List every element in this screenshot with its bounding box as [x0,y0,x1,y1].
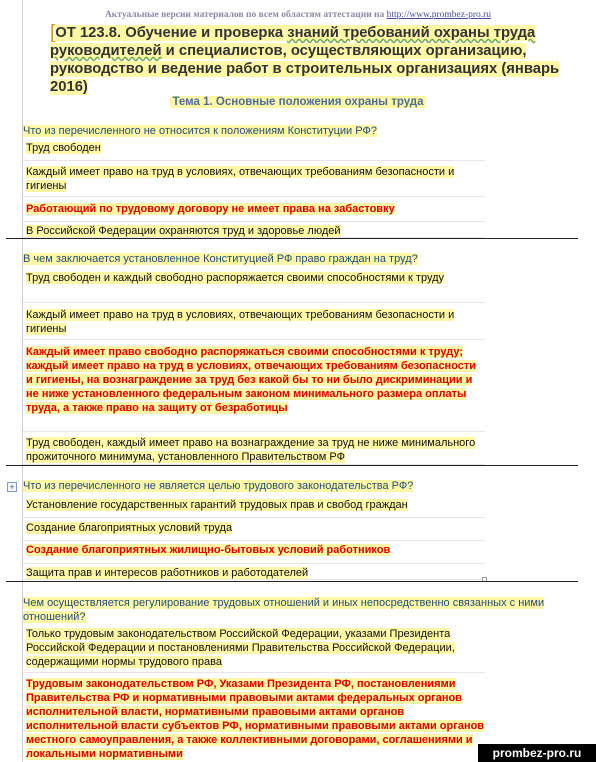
answer-text: Труд свободен, каждый имеет право на вознаграждение за труд не ниже минимального прожиточного минимума, установленного Правительством РФ [26,437,476,463]
answer-3-1[interactable] [23,496,485,518]
answer-text: Создание благоприятных условий труда [26,522,233,534]
answer-text: В Российской Федерации охраняются труд и здоровье людей [26,225,341,237]
question-3-text: Что из перечисленного не является целью трудового законодательства РФ? [23,480,414,492]
answer-3-3-correct[interactable] [23,543,485,564]
answer-1-4[interactable] [23,224,485,238]
topic-heading-text: Тема 1. Основные положения охраны труда [172,96,424,108]
question-4 [23,596,568,624]
title-part-2: знаний требований охраны труда руководителей [50,25,536,59]
answer-2-2[interactable] [23,306,485,340]
answer-text: Труд свободен и каждый свободно распоряжается своими способностями к труду [26,272,445,284]
answer-4-2-correct[interactable] [23,677,485,762]
site-watermark: prombez-pro.ru [478,744,596,762]
bookmark-bracket-icon: [ [50,22,56,43]
answer-2-4[interactable] [23,435,485,465]
header-note-text: Актуальные версии материалов по всем областям аттестации на [104,10,385,20]
header-note-link[interactable]: http://www.prombez-pro.ru [386,10,492,20]
answer-4-1[interactable] [23,627,485,673]
topic-heading [0,96,596,108]
answer-text: Защита прав и интересов работников и работодателей [26,567,309,579]
table-move-handle-icon[interactable]: + [7,482,17,492]
answer-1-2[interactable] [23,163,485,197]
answer-1-3-correct[interactable] [23,202,485,222]
answer-text: Трудовым законодательством РФ, Указами Президента РФ, постановлениями Правительства РФ и нормативными правовыми актами федеральных органов исполнительной власти, нормативными правовыми актами органов исполнительной власти субъектов РФ, нормативными правовыми актами органов местного самоуправления, а также коллективными договорами, соглашениями и локальными нормативными [26,678,485,760]
question-separator [6,465,578,466]
answer-text: Создание благоприятных жилищно-бытовых условий работников [26,544,391,556]
title-part-3: и специалистов, осуществляющих организацию, руководство и ведение работ в строительных организациях (январь 2016) [50,43,560,95]
question-2-text: В чем заключается установленное Конституцией РФ право граждан на труд? [23,253,418,265]
question-3 [23,479,568,493]
question-2 [23,252,568,266]
answer-text: Труд свободен [26,142,101,154]
answer-text: Каждый имеет право на труд в условиях, отвечающих требованиям безопасности и гигиены [26,166,455,192]
answer-text: Работающий по трудовому договору не имеет права на забастовку [26,203,395,215]
answer-1-1[interactable] [23,141,485,161]
answer-2-1[interactable] [23,271,485,303]
answer-text: Каждый имеет право на труд в условиях, отвечающих требованиям безопасности и гигиены [26,309,455,335]
question-separator [6,581,578,582]
header-note [0,10,596,20]
answer-text: Установление государственных гарантий трудовых прав и свобод граждан [26,499,408,511]
document-title [50,24,590,96]
answer-2-3-correct[interactable] [23,344,485,432]
title-part-1: ОТ 123.8. Обучение и проверка [55,25,288,41]
answer-3-2[interactable] [23,519,485,541]
question-4-text: Чем осуществляется регулирование трудовых отношений и иных непосредственно связанных с ними отношений? [23,597,545,623]
question-1-text: Что из перечисленного не относится к положениям Конституции РФ? [23,125,377,137]
answer-text: Каждый имеет право свободно распоряжаться своими способностями к труду; каждый имеет право на труд в условиях, отвечающих требованиям безопасности и гигиены, на вознаграждение за труд без какой бы то ни было дискриминации и не ниже установленного федеральным законом минимального размера оплаты труда, а также право на защиту от безработицы [26,346,477,414]
answer-3-4[interactable] [23,566,485,580]
question-1 [23,124,568,138]
answer-text: Только трудовым законодательством Российской Федерации, указами Президента Российской Федерации и постановлениями Правительства Российской Федерации, содержащими нормы трудового права [26,628,455,668]
question-separator [6,238,578,239]
